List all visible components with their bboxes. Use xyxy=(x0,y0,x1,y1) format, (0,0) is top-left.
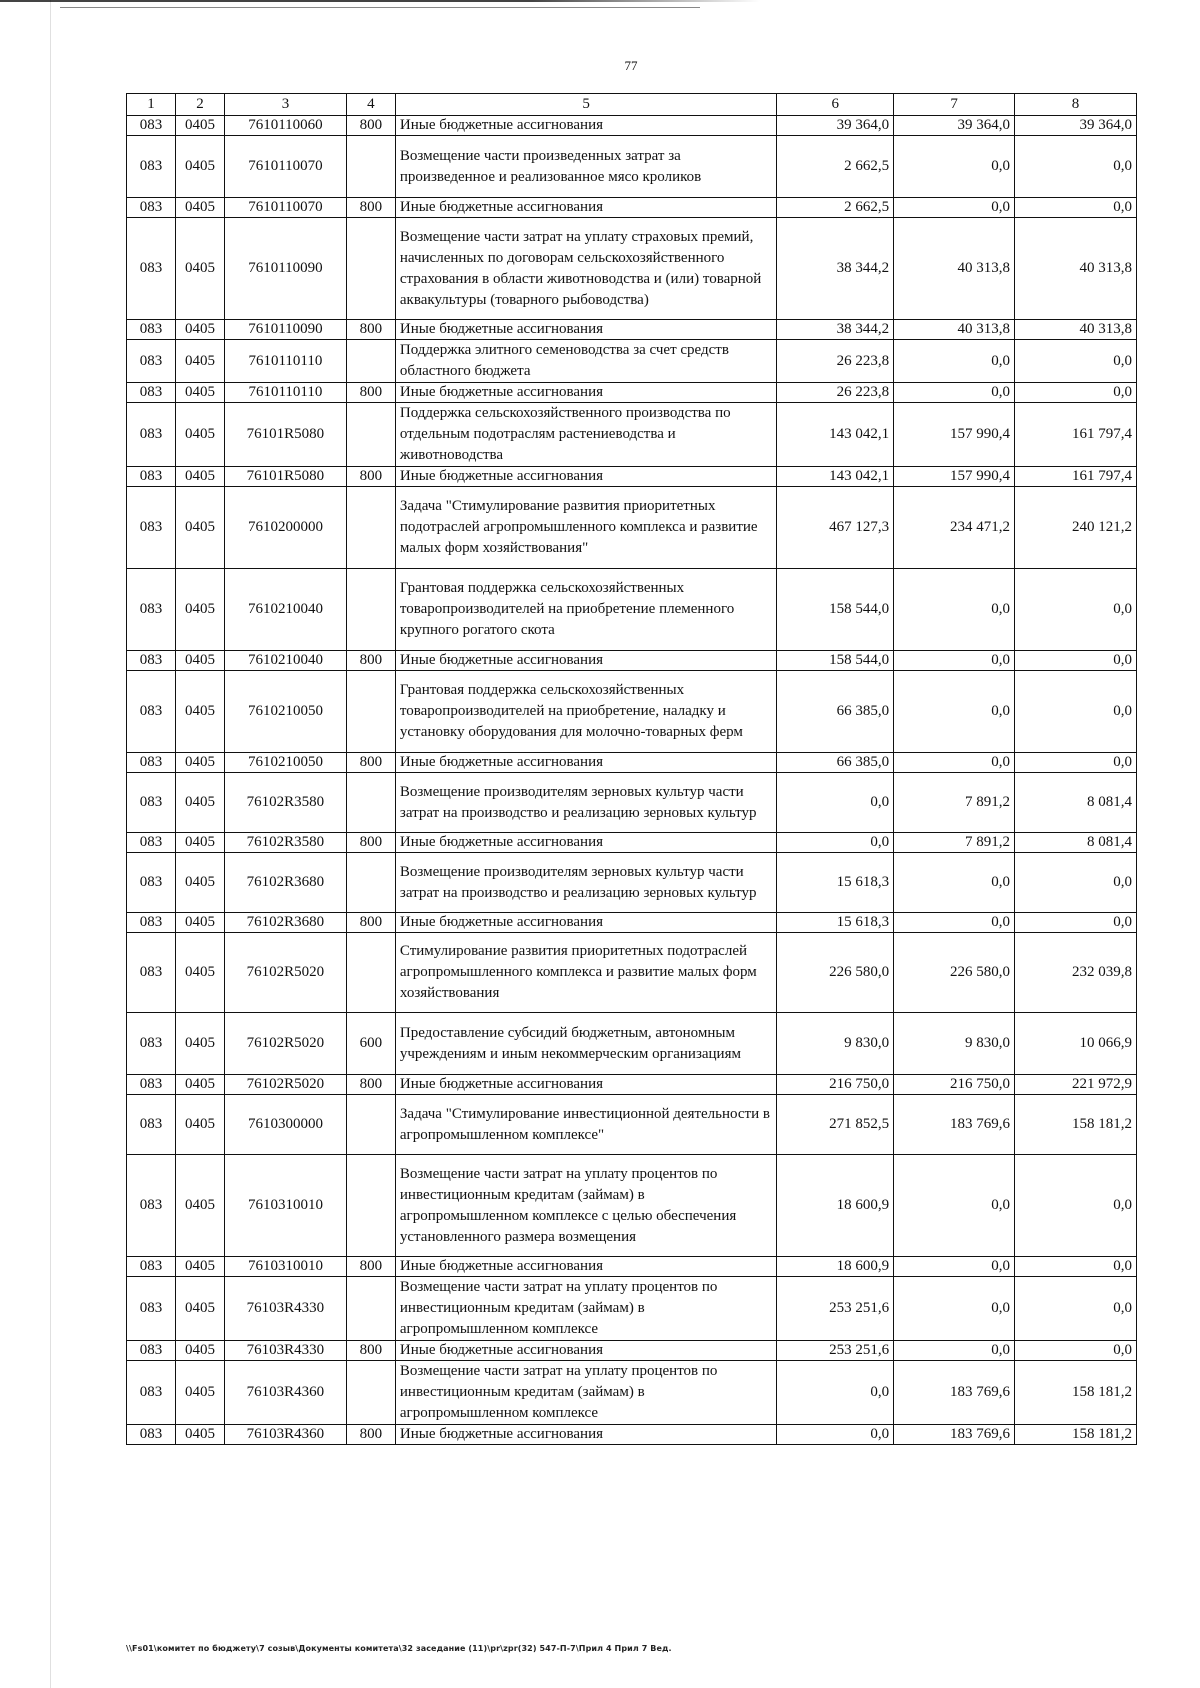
cell-col-1: 083 xyxy=(127,116,176,136)
cell-col-4: 800 xyxy=(346,1257,395,1277)
cell-col-6: 226 580,0 xyxy=(777,933,894,1013)
cell-col-3: 76103R4360 xyxy=(224,1425,346,1445)
cell-col-7: 40 313,8 xyxy=(894,218,1015,320)
cell-col-6: 0,0 xyxy=(777,1425,894,1445)
cell-col-1: 083 xyxy=(127,1095,176,1155)
cell-col-6: 0,0 xyxy=(777,1361,894,1425)
cell-col-5: Возмещение части затрат на уплату процентов по инвестиционным кредитам (займам) в агропромышленном комплексе xyxy=(395,1277,776,1341)
cell-col-6: 2 662,5 xyxy=(777,198,894,218)
cell-col-8: 0,0 xyxy=(1015,651,1137,671)
cell-col-4: 800 xyxy=(346,198,395,218)
cell-col-4 xyxy=(346,340,395,383)
cell-col-2: 0405 xyxy=(175,467,224,487)
cell-col-2: 0405 xyxy=(175,753,224,773)
cell-col-7: 183 769,6 xyxy=(894,1361,1015,1425)
cell-col-7: 234 471,2 xyxy=(894,487,1015,569)
table-header-row xyxy=(127,94,1137,116)
cell-col-6: 2 662,5 xyxy=(777,136,894,198)
cell-col-8: 8 081,4 xyxy=(1015,773,1137,833)
cell-col-3: 76103R4360 xyxy=(224,1361,346,1425)
cell-col-3: 76103R4330 xyxy=(224,1277,346,1341)
cell-col-5: Возмещение производителям зерновых культур части затрат на производство и реализацию зерновых культур xyxy=(395,773,776,833)
cell-col-4: 800 xyxy=(346,913,395,933)
cell-col-2: 0405 xyxy=(175,833,224,853)
table-row xyxy=(127,569,1137,651)
cell-col-7: 0,0 xyxy=(894,198,1015,218)
cell-col-3: 7610110090 xyxy=(224,218,346,320)
cell-col-1: 083 xyxy=(127,218,176,320)
cell-col-1: 083 xyxy=(127,933,176,1013)
cell-col-1: 083 xyxy=(127,320,176,340)
cell-col-5: Иные бюджетные ассигнования xyxy=(395,833,776,853)
cell-col-4: 800 xyxy=(346,651,395,671)
cell-col-3: 7610210040 xyxy=(224,569,346,651)
cell-col-7: 0,0 xyxy=(894,1257,1015,1277)
header-col-8: 8 xyxy=(1015,94,1137,116)
cell-col-2: 0405 xyxy=(175,383,224,403)
cell-col-7: 9 830,0 xyxy=(894,1013,1015,1075)
cell-col-4 xyxy=(346,671,395,753)
cell-col-3: 7610210040 xyxy=(224,651,346,671)
cell-col-3: 7610110070 xyxy=(224,198,346,218)
cell-col-7: 7 891,2 xyxy=(894,773,1015,833)
cell-col-7: 183 769,6 xyxy=(894,1095,1015,1155)
cell-col-5: Иные бюджетные ассигнования xyxy=(395,753,776,773)
cell-col-6: 66 385,0 xyxy=(777,671,894,753)
cell-col-5: Иные бюджетные ассигнования xyxy=(395,198,776,218)
cell-col-2: 0405 xyxy=(175,1277,224,1341)
cell-col-7: 216 750,0 xyxy=(894,1075,1015,1095)
cell-col-3: 76103R4330 xyxy=(224,1341,346,1361)
cell-col-7: 0,0 xyxy=(894,383,1015,403)
cell-col-1: 083 xyxy=(127,853,176,913)
cell-col-8: 0,0 xyxy=(1015,198,1137,218)
cell-col-1: 083 xyxy=(127,136,176,198)
cell-col-1: 083 xyxy=(127,383,176,403)
cell-col-8: 0,0 xyxy=(1015,853,1137,913)
cell-col-1: 083 xyxy=(127,1341,176,1361)
cell-col-6: 158 544,0 xyxy=(777,651,894,671)
scan-edge-line xyxy=(60,7,700,8)
cell-col-2: 0405 xyxy=(175,569,224,651)
cell-col-5: Иные бюджетные ассигнования xyxy=(395,1425,776,1445)
cell-col-2: 0405 xyxy=(175,651,224,671)
cell-col-3: 7610310010 xyxy=(224,1257,346,1277)
table-row xyxy=(127,487,1137,569)
cell-col-3: 76102R5020 xyxy=(224,1013,346,1075)
cell-col-6: 0,0 xyxy=(777,833,894,853)
cell-col-4 xyxy=(346,1095,395,1155)
table-row xyxy=(127,198,1137,218)
cell-col-3: 7610110090 xyxy=(224,320,346,340)
cell-col-4: 800 xyxy=(346,1341,395,1361)
cell-col-8: 0,0 xyxy=(1015,1277,1137,1341)
cell-col-6: 15 618,3 xyxy=(777,913,894,933)
cell-col-6: 143 042,1 xyxy=(777,467,894,487)
cell-col-7: 0,0 xyxy=(894,853,1015,913)
cell-col-7: 0,0 xyxy=(894,651,1015,671)
cell-col-7: 226 580,0 xyxy=(894,933,1015,1013)
cell-col-6: 467 127,3 xyxy=(777,487,894,569)
cell-col-7: 7 891,2 xyxy=(894,833,1015,853)
cell-col-8: 161 797,4 xyxy=(1015,403,1137,467)
cell-col-8: 0,0 xyxy=(1015,136,1137,198)
cell-col-6: 253 251,6 xyxy=(777,1341,894,1361)
table-row xyxy=(127,218,1137,320)
cell-col-6: 38 344,2 xyxy=(777,320,894,340)
cell-col-1: 083 xyxy=(127,913,176,933)
table-row xyxy=(127,933,1137,1013)
cell-col-1: 083 xyxy=(127,773,176,833)
table-row xyxy=(127,651,1137,671)
cell-col-8: 0,0 xyxy=(1015,671,1137,753)
cell-col-1: 083 xyxy=(127,1013,176,1075)
cell-col-4: 800 xyxy=(346,1425,395,1445)
cell-col-3: 7610110070 xyxy=(224,136,346,198)
scan-edge-top xyxy=(0,0,760,2)
cell-col-5: Иные бюджетные ассигнования xyxy=(395,320,776,340)
cell-col-3: 7610300000 xyxy=(224,1095,346,1155)
cell-col-3: 7610110110 xyxy=(224,383,346,403)
cell-col-1: 083 xyxy=(127,1277,176,1341)
table-row xyxy=(127,1013,1137,1075)
table-row xyxy=(127,1095,1137,1155)
cell-col-2: 0405 xyxy=(175,340,224,383)
cell-col-3: 7610200000 xyxy=(224,487,346,569)
cell-col-8: 0,0 xyxy=(1015,383,1137,403)
cell-col-3: 76102R3680 xyxy=(224,913,346,933)
cell-col-1: 083 xyxy=(127,1075,176,1095)
cell-col-6: 26 223,8 xyxy=(777,340,894,383)
cell-col-8: 0,0 xyxy=(1015,340,1137,383)
cell-col-2: 0405 xyxy=(175,1013,224,1075)
cell-col-5: Предоставление субсидий бюджетным, автономным учреждениям и иным некоммерческим организациям xyxy=(395,1013,776,1075)
cell-col-6: 253 251,6 xyxy=(777,1277,894,1341)
cell-col-8: 161 797,4 xyxy=(1015,467,1137,487)
cell-col-2: 0405 xyxy=(175,487,224,569)
cell-col-6: 39 364,0 xyxy=(777,116,894,136)
cell-col-2: 0405 xyxy=(175,1155,224,1257)
budget-table xyxy=(126,93,1137,1445)
cell-col-2: 0405 xyxy=(175,773,224,833)
cell-col-1: 083 xyxy=(127,753,176,773)
header-col-5: 5 xyxy=(395,94,776,116)
cell-col-5: Возмещение части затрат на уплату процентов по инвестиционным кредитам (займам) в агропромышленном комплексе с целью обеспечения установленного размера возмещения xyxy=(395,1155,776,1257)
cell-col-2: 0405 xyxy=(175,933,224,1013)
cell-col-8: 0,0 xyxy=(1015,569,1137,651)
cell-col-1: 083 xyxy=(127,671,176,753)
cell-col-5: Возмещение части затрат на уплату процентов по инвестиционным кредитам (займам) в агропромышленном комплексе xyxy=(395,1361,776,1425)
cell-col-2: 0405 xyxy=(175,1095,224,1155)
cell-col-6: 271 852,5 xyxy=(777,1095,894,1155)
cell-col-7: 0,0 xyxy=(894,753,1015,773)
cell-col-6: 158 544,0 xyxy=(777,569,894,651)
table-row xyxy=(127,1277,1137,1341)
cell-col-1: 083 xyxy=(127,651,176,671)
header-col-4: 4 xyxy=(346,94,395,116)
cell-col-6: 38 344,2 xyxy=(777,218,894,320)
cell-col-6: 143 042,1 xyxy=(777,403,894,467)
table-row xyxy=(127,833,1137,853)
cell-col-8: 158 181,2 xyxy=(1015,1095,1137,1155)
cell-col-3: 7610310010 xyxy=(224,1155,346,1257)
cell-col-7: 39 364,0 xyxy=(894,116,1015,136)
header-col-1: 1 xyxy=(127,94,176,116)
cell-col-1: 083 xyxy=(127,198,176,218)
cell-col-6: 66 385,0 xyxy=(777,753,894,773)
cell-col-1: 083 xyxy=(127,487,176,569)
cell-col-6: 9 830,0 xyxy=(777,1013,894,1075)
cell-col-8: 8 081,4 xyxy=(1015,833,1137,853)
table-row xyxy=(127,913,1137,933)
table-row xyxy=(127,853,1137,913)
cell-col-3: 7610110060 xyxy=(224,116,346,136)
cell-col-2: 0405 xyxy=(175,1341,224,1361)
cell-col-4 xyxy=(346,1361,395,1425)
cell-col-3: 76102R3580 xyxy=(224,773,346,833)
cell-col-4 xyxy=(346,218,395,320)
cell-col-5: Иные бюджетные ассигнования xyxy=(395,1075,776,1095)
cell-col-2: 0405 xyxy=(175,116,224,136)
cell-col-8: 39 364,0 xyxy=(1015,116,1137,136)
cell-col-4 xyxy=(346,853,395,913)
cell-col-6: 26 223,8 xyxy=(777,383,894,403)
cell-col-5: Иные бюджетные ассигнования xyxy=(395,651,776,671)
page-number: 77 xyxy=(624,58,638,73)
table-row xyxy=(127,116,1137,136)
cell-col-3: 76102R5020 xyxy=(224,1075,346,1095)
cell-col-4 xyxy=(346,569,395,651)
cell-col-2: 0405 xyxy=(175,403,224,467)
cell-col-2: 0405 xyxy=(175,198,224,218)
cell-col-7: 0,0 xyxy=(894,569,1015,651)
cell-col-7: 0,0 xyxy=(894,913,1015,933)
cell-col-5: Иные бюджетные ассигнования xyxy=(395,383,776,403)
cell-col-7: 0,0 xyxy=(894,671,1015,753)
cell-col-3: 7610210050 xyxy=(224,671,346,753)
cell-col-7: 183 769,6 xyxy=(894,1425,1015,1445)
cell-col-2: 0405 xyxy=(175,136,224,198)
cell-col-7: 0,0 xyxy=(894,1277,1015,1341)
table-row xyxy=(127,136,1137,198)
cell-col-7: 40 313,8 xyxy=(894,320,1015,340)
cell-col-5: Грантовая поддержка сельскохозяйственных товаропроизводителей на приобретение племенного крупного рогатого скота xyxy=(395,569,776,651)
cell-col-4: 800 xyxy=(346,116,395,136)
table-row xyxy=(127,671,1137,753)
cell-col-5: Возмещение части затрат на уплату страховых премий, начисленных по договорам сельскохозяйственного страхования в области животноводства и (или) товарной аквакультуры (товарного рыбоводства) xyxy=(395,218,776,320)
cell-col-4 xyxy=(346,1277,395,1341)
table-row xyxy=(127,753,1137,773)
cell-col-5: Иные бюджетные ассигнования xyxy=(395,1257,776,1277)
table-row xyxy=(127,320,1137,340)
cell-col-8: 240 121,2 xyxy=(1015,487,1137,569)
cell-col-4 xyxy=(346,487,395,569)
cell-col-8: 0,0 xyxy=(1015,753,1137,773)
cell-col-4 xyxy=(346,136,395,198)
cell-col-8: 0,0 xyxy=(1015,913,1137,933)
table-row xyxy=(127,383,1137,403)
cell-col-6: 15 618,3 xyxy=(777,853,894,913)
cell-col-8: 221 972,9 xyxy=(1015,1075,1137,1095)
cell-col-3: 76102R3580 xyxy=(224,833,346,853)
cell-col-5: Иные бюджетные ассигнования xyxy=(395,467,776,487)
cell-col-2: 0405 xyxy=(175,218,224,320)
cell-col-6: 0,0 xyxy=(777,773,894,833)
table-row xyxy=(127,403,1137,467)
cell-col-7: 0,0 xyxy=(894,340,1015,383)
cell-col-8: 0,0 xyxy=(1015,1257,1137,1277)
cell-col-5: Задача "Стимулирование развития приоритетных подотраслей агропромышленного комплекса и развитие малых форм хозяйствования" xyxy=(395,487,776,569)
cell-col-7: 0,0 xyxy=(894,1155,1015,1257)
table-row xyxy=(127,467,1137,487)
header-col-6: 6 xyxy=(777,94,894,116)
cell-col-3: 76102R5020 xyxy=(224,933,346,1013)
cell-col-2: 0405 xyxy=(175,1257,224,1277)
table-row xyxy=(127,1075,1137,1095)
cell-col-5: Иные бюджетные ассигнования xyxy=(395,1341,776,1361)
cell-col-7: 0,0 xyxy=(894,1341,1015,1361)
cell-col-1: 083 xyxy=(127,1155,176,1257)
cell-col-3: 76101R5080 xyxy=(224,403,346,467)
cell-col-4: 800 xyxy=(346,753,395,773)
header-col-2: 2 xyxy=(175,94,224,116)
table-row xyxy=(127,1361,1137,1425)
cell-col-1: 083 xyxy=(127,340,176,383)
cell-col-1: 083 xyxy=(127,467,176,487)
cell-col-2: 0405 xyxy=(175,1361,224,1425)
cell-col-5: Грантовая поддержка сельскохозяйственных товаропроизводителей на приобретение, наладку и установку оборудования для молочно-товарных ферм xyxy=(395,671,776,753)
footer-file-path: \\Fs01\комитет по бюджету\7 созыв\Документы комитета\32 заседание (11)\pr\zpr(32) 547-П-7\Прил 4 Прил 7 Вед. xyxy=(126,1644,672,1653)
cell-col-3: 76101R5080 xyxy=(224,467,346,487)
cell-col-1: 083 xyxy=(127,833,176,853)
cell-col-8: 0,0 xyxy=(1015,1341,1137,1361)
cell-col-8: 158 181,2 xyxy=(1015,1361,1137,1425)
cell-col-5: Иные бюджетные ассигнования xyxy=(395,913,776,933)
table-row xyxy=(127,1341,1137,1361)
cell-col-1: 083 xyxy=(127,1361,176,1425)
cell-col-6: 18 600,9 xyxy=(777,1155,894,1257)
cell-col-2: 0405 xyxy=(175,853,224,913)
cell-col-5: Возмещение производителям зерновых культур части затрат на производство и реализацию зерновых культур xyxy=(395,853,776,913)
cell-col-4 xyxy=(346,1155,395,1257)
cell-col-4: 800 xyxy=(346,320,395,340)
cell-col-8: 40 313,8 xyxy=(1015,218,1137,320)
cell-col-3: 76102R3680 xyxy=(224,853,346,913)
cell-col-1: 083 xyxy=(127,569,176,651)
table-row xyxy=(127,1155,1137,1257)
cell-col-8: 232 039,8 xyxy=(1015,933,1137,1013)
cell-col-6: 18 600,9 xyxy=(777,1257,894,1277)
cell-col-2: 0405 xyxy=(175,913,224,933)
cell-col-4: 800 xyxy=(346,833,395,853)
table-row xyxy=(127,1425,1137,1445)
cell-col-4: 600 xyxy=(346,1013,395,1075)
cell-col-5: Возмещение части произведенных затрат за произведенное и реализованное мясо кроликов xyxy=(395,136,776,198)
table-row xyxy=(127,1257,1137,1277)
cell-col-3: 7610210050 xyxy=(224,753,346,773)
cell-col-4 xyxy=(346,403,395,467)
cell-col-8: 10 066,9 xyxy=(1015,1013,1137,1075)
table-row xyxy=(127,773,1137,833)
cell-col-6: 216 750,0 xyxy=(777,1075,894,1095)
cell-col-1: 083 xyxy=(127,1425,176,1445)
cell-col-4: 800 xyxy=(346,467,395,487)
cell-col-8: 158 181,2 xyxy=(1015,1425,1137,1445)
cell-col-8: 0,0 xyxy=(1015,1155,1137,1257)
table-row xyxy=(127,340,1137,383)
cell-col-2: 0405 xyxy=(175,1425,224,1445)
cell-col-5: Поддержка элитного семеноводства за счет средств областного бюджета xyxy=(395,340,776,383)
cell-col-8: 40 313,8 xyxy=(1015,320,1137,340)
cell-col-2: 0405 xyxy=(175,671,224,753)
header-col-7: 7 xyxy=(894,94,1015,116)
header-col-3: 3 xyxy=(224,94,346,116)
cell-col-4 xyxy=(346,933,395,1013)
cell-col-4: 800 xyxy=(346,383,395,403)
cell-col-2: 0405 xyxy=(175,320,224,340)
cell-col-4 xyxy=(346,773,395,833)
cell-col-5: Задача "Стимулирование инвестиционной деятельности в агропромышленном комплексе" xyxy=(395,1095,776,1155)
cell-col-7: 157 990,4 xyxy=(894,403,1015,467)
cell-col-7: 0,0 xyxy=(894,136,1015,198)
cell-col-7: 157 990,4 xyxy=(894,467,1015,487)
cell-col-5: Стимулирование развития приоритетных подотраслей агропромышленного комплекса и развитие малых форм хозяйствования xyxy=(395,933,776,1013)
cell-col-2: 0405 xyxy=(175,1075,224,1095)
cell-col-1: 083 xyxy=(127,403,176,467)
cell-col-4: 800 xyxy=(346,1075,395,1095)
cell-col-5: Иные бюджетные ассигнования xyxy=(395,116,776,136)
cell-col-1: 083 xyxy=(127,1257,176,1277)
cell-col-3: 7610110110 xyxy=(224,340,346,383)
cell-col-5: Поддержка сельскохозяйственного производства по отдельным подотраслям растениеводства и животноводства xyxy=(395,403,776,467)
scan-edge-left xyxy=(50,0,51,1688)
